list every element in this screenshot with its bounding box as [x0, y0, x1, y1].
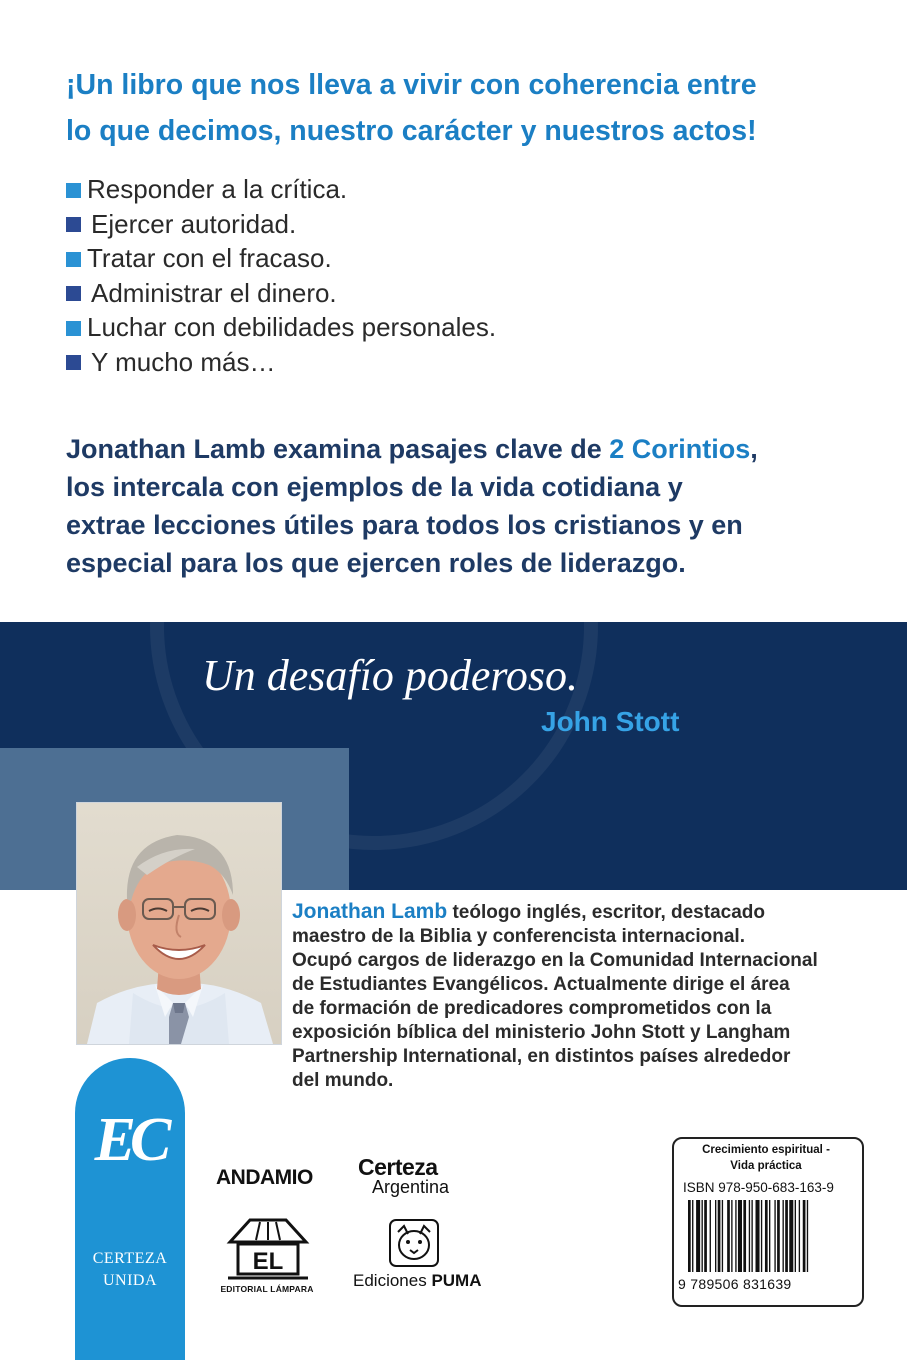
author-name: Jonathan Lamb: [292, 900, 448, 923]
list-item: [66, 345, 496, 380]
headline-line-1: ¡Un libro que nos lleva a vivir con coherencia entre: [66, 69, 757, 101]
list-item-text: Tratar con el fracaso.: [87, 243, 332, 273]
barcode-bar: [704, 1200, 707, 1272]
certeza-unida-line: UNIDA: [102, 1272, 158, 1289]
barcode-bar: [743, 1200, 746, 1272]
bio-line: maestro de la Biblia y conferencista internacional.: [292, 926, 745, 947]
list-item-text: Y mucho más…: [91, 346, 276, 377]
category-label: [672, 1142, 860, 1174]
category-line: Crecimiento espiritual -: [702, 1144, 830, 1156]
barcode-bar: [795, 1200, 796, 1272]
list-item-text: Administrar el dinero.: [91, 277, 337, 308]
barcode-bar: [799, 1200, 800, 1272]
puma-head-icon: [388, 1218, 440, 1268]
bio-line: de formación de predicadores comprometidos con la: [292, 998, 772, 1019]
bullet-square-icon: [66, 286, 81, 301]
bullet-square-icon: [66, 321, 81, 336]
list-item: [66, 207, 496, 242]
endorsement-author: John Stott: [541, 706, 680, 737]
synopsis-text: ,: [750, 434, 758, 464]
author-photo: [76, 802, 282, 1045]
barcode-bar: [765, 1200, 768, 1272]
certeza-unida-monogram: EC: [94, 1106, 166, 1174]
headline-line-2: lo que decimos, nuestro carácter y nuestros actos!: [66, 115, 757, 147]
list-item: [66, 241, 496, 276]
bio-text: teólogo inglés, escritor, destacado: [447, 902, 765, 923]
barcode-bar: [722, 1200, 723, 1272]
bullet-square-icon: [66, 252, 81, 267]
barcode-bar: [777, 1200, 780, 1272]
synopsis-text: Jonathan Lamb examina pasajes clave de: [66, 434, 610, 464]
lampara-monogram: EL: [252, 1248, 284, 1275]
isbn-number: ISBN 978-950-683-163-9: [683, 1180, 834, 1195]
list-item: [66, 172, 496, 207]
synopsis-line: [66, 430, 886, 468]
author-bio: [292, 900, 882, 1093]
certeza-unida-text: [75, 1248, 185, 1292]
barcode-bar: [785, 1200, 788, 1272]
synopsis-line: los intercala con ejemplos de la vida cotidiana y: [66, 472, 683, 502]
barcode-bar: [696, 1200, 700, 1272]
synopsis-paragraph: [66, 430, 886, 582]
certeza-argentina-logo: [358, 1154, 449, 1198]
barcode-bar: [751, 1200, 752, 1272]
barcode-bar: [803, 1200, 806, 1272]
barcode-bar: [727, 1200, 730, 1272]
bullet-square-icon: [66, 183, 81, 198]
bio-line: del mundo.: [292, 1070, 394, 1091]
barcode-digits: 9 789506 831639: [678, 1276, 792, 1292]
topic-list: [66, 172, 496, 379]
list-item: [66, 310, 496, 345]
certeza-argentina-line: Certeza: [358, 1154, 438, 1180]
barcode-bar: [738, 1200, 742, 1272]
bio-line: exposición bíblica del ministerio John Stott y Langham: [292, 1022, 791, 1043]
barcode-bar: [731, 1200, 732, 1272]
bullet-square-icon: [66, 217, 81, 232]
barcode-bar: [807, 1200, 808, 1272]
list-item-text: Responder a la crítica.: [87, 174, 348, 204]
certeza-unida-line: CERTEZA: [92, 1250, 168, 1267]
certeza-unida-logo-tab: [75, 1058, 185, 1360]
list-item-text: Luchar con debilidades personales.: [87, 312, 497, 342]
barcode-bar: [769, 1200, 770, 1272]
barcode-bar: [735, 1200, 736, 1272]
bio-line: Ocupó cargos de liderazgo en la Comunidad Internacional: [292, 950, 818, 971]
puma-prefix: Ediciones: [353, 1271, 432, 1290]
barcode-bar: [789, 1200, 793, 1272]
list-item-text: Ejercer autoridad.: [91, 208, 297, 239]
bio-line: de Estudiantes Evangélicos. Actualmente dirige el área: [292, 974, 790, 995]
puma-name: PUMA: [431, 1271, 482, 1290]
bullet-square-icon: [66, 355, 81, 370]
bible-book-highlight: 2 Corintios: [609, 434, 751, 464]
ediciones-puma-logo: [353, 1271, 482, 1291]
editorial-lampara-text: EDITORIAL LÁMPARA: [220, 1284, 314, 1294]
barcode-bar: [783, 1200, 784, 1272]
headline: [66, 62, 866, 154]
barcode-bar: [718, 1200, 721, 1272]
bio-line: Partnership International, en distintos países alrededor: [292, 1046, 791, 1067]
bio-line: [292, 900, 882, 925]
barcode-bar: [688, 1200, 691, 1272]
barcode-bar: [692, 1200, 693, 1272]
barcode-bar: [761, 1200, 762, 1272]
andamio-logo: ANDAMIO: [216, 1166, 313, 1189]
barcode-bar: [756, 1200, 760, 1272]
barcode-bar: [710, 1200, 711, 1272]
editorial-lampara-lamp-icon: [220, 1214, 316, 1282]
author-portrait-illustration: [77, 803, 281, 1044]
barcode-bars: [686, 1200, 850, 1272]
barcode-bar: [715, 1200, 716, 1272]
synopsis-line: especial para los que ejercen roles de liderazgo.: [66, 548, 686, 578]
barcode-bar: [749, 1200, 750, 1272]
synopsis-line: extrae lecciones útiles para todos los cristianos y en: [66, 510, 743, 540]
category-line: Vida práctica: [730, 1160, 802, 1172]
endorsement-quote: Un desafío poderoso.: [202, 651, 579, 700]
certeza-argentina-line: Argentina: [372, 1177, 450, 1197]
barcode-bar: [774, 1200, 775, 1272]
list-item: [66, 276, 496, 311]
barcode-bar: [702, 1200, 703, 1272]
